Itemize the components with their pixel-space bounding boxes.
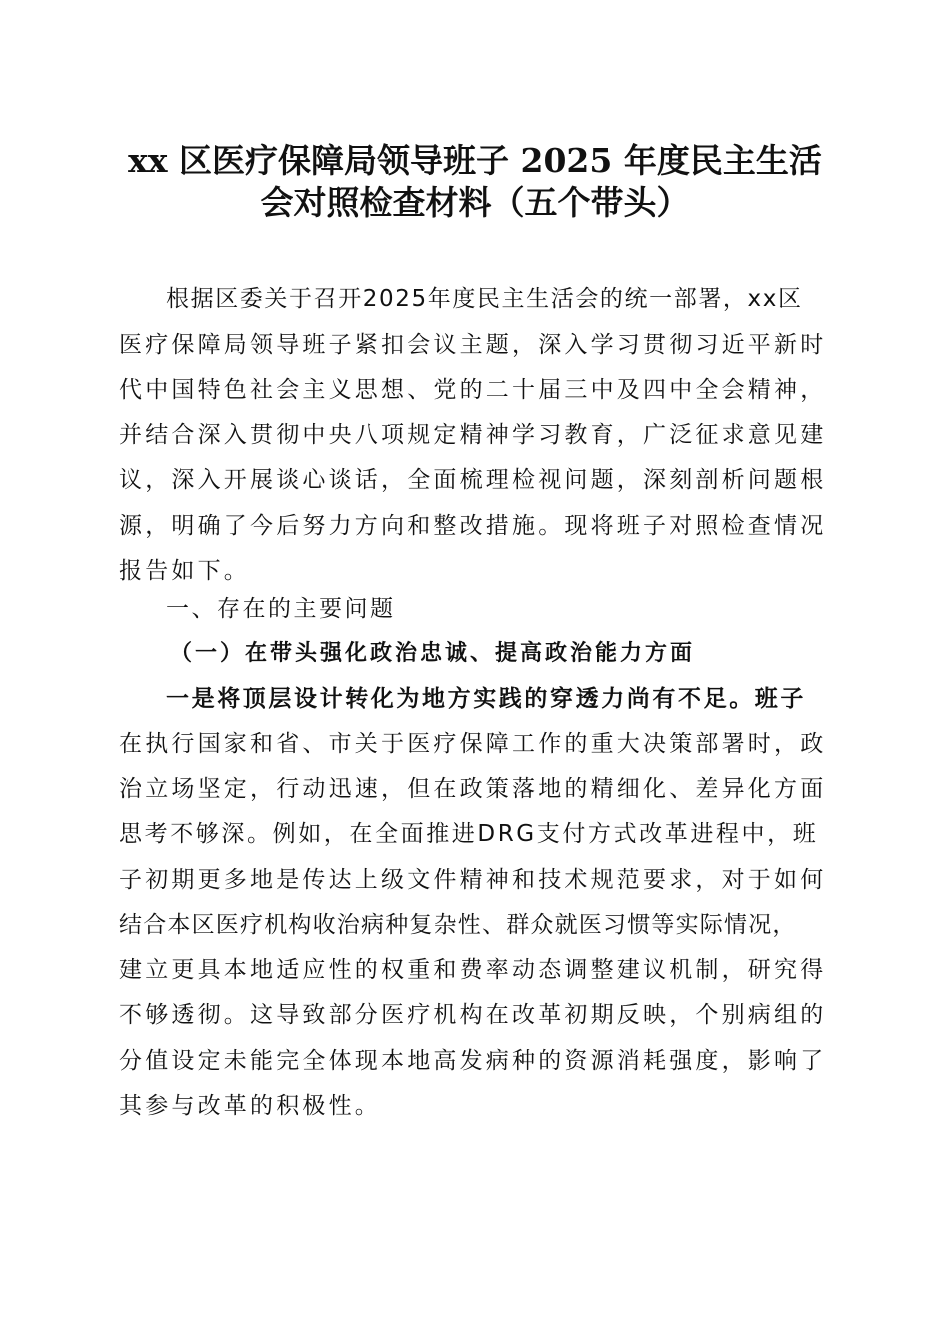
paragraph-line: 分值设定未能完全体现本地高发病种的资源消耗强度，影响了 [119,1048,827,1074]
paragraph-line: 思考不够深。例如，在全面推进DRG支付方式改革进程中，班 [119,821,819,847]
subsection-heading: （一）在带头强化政治忠诚、提高政治能力方面 [170,640,696,666]
intro-line: 源，明确了今后努力方向和整改措施。现将班子对照检查情况 [119,513,827,539]
paragraph-line: 一是将顶层设计转化为地方实践的穿透力尚有不足。班子 [166,685,806,712]
document-title-line-2: 会对照检查材料（五个带头） [260,183,690,222]
intro-line: 议，深入开展谈心谈话，全面梳理检视问题，深刻剖析问题根 [119,467,827,493]
paragraph-line: 结合本区医疗机构收治病种复杂性、群众就医习惯等实际情况， [119,912,797,938]
intro-line: 医疗保障局领导班子紧扣会议主题，深入学习贯彻习近平新时 [119,332,827,358]
intro-line: 代中国特色社会主义思想、党的二十届三中及四中全会精神， [119,377,827,403]
document-title-line-1: xx 区医疗保障局领导班子 2025 年度民主生活 [128,141,822,180]
intro-line: 报告如下。 [119,558,250,584]
intro-line: 根据区委关于召开2025年度民主生活会的统一部署，xx区 [166,286,803,312]
paragraph-line: 子初期更多地是传达上级文件精神和技术规范要求，对于如何 [119,867,827,893]
paragraph-line: 其参与改革的积极性。 [119,1093,381,1119]
paragraph-line: 在执行国家和省、市关于医疗保障工作的重大决策部署时，政 [119,731,827,757]
section-heading: 一、存在的主要问题 [166,596,396,622]
paragraph-line: 不够透彻。这导致部分医疗机构在改革初期反映，个别病组的 [119,1002,827,1028]
paragraph-line: 治立场坚定，行动迅速，但在政策落地的精细化、差异化方面 [119,776,827,802]
intro-line: 并结合深入贯彻中央八项规定精神学习教育，广泛征求意见建 [119,422,827,448]
paragraph-line: 建立更具本地适应性的权重和费率动态调整建议机制，研究得 [119,957,827,983]
